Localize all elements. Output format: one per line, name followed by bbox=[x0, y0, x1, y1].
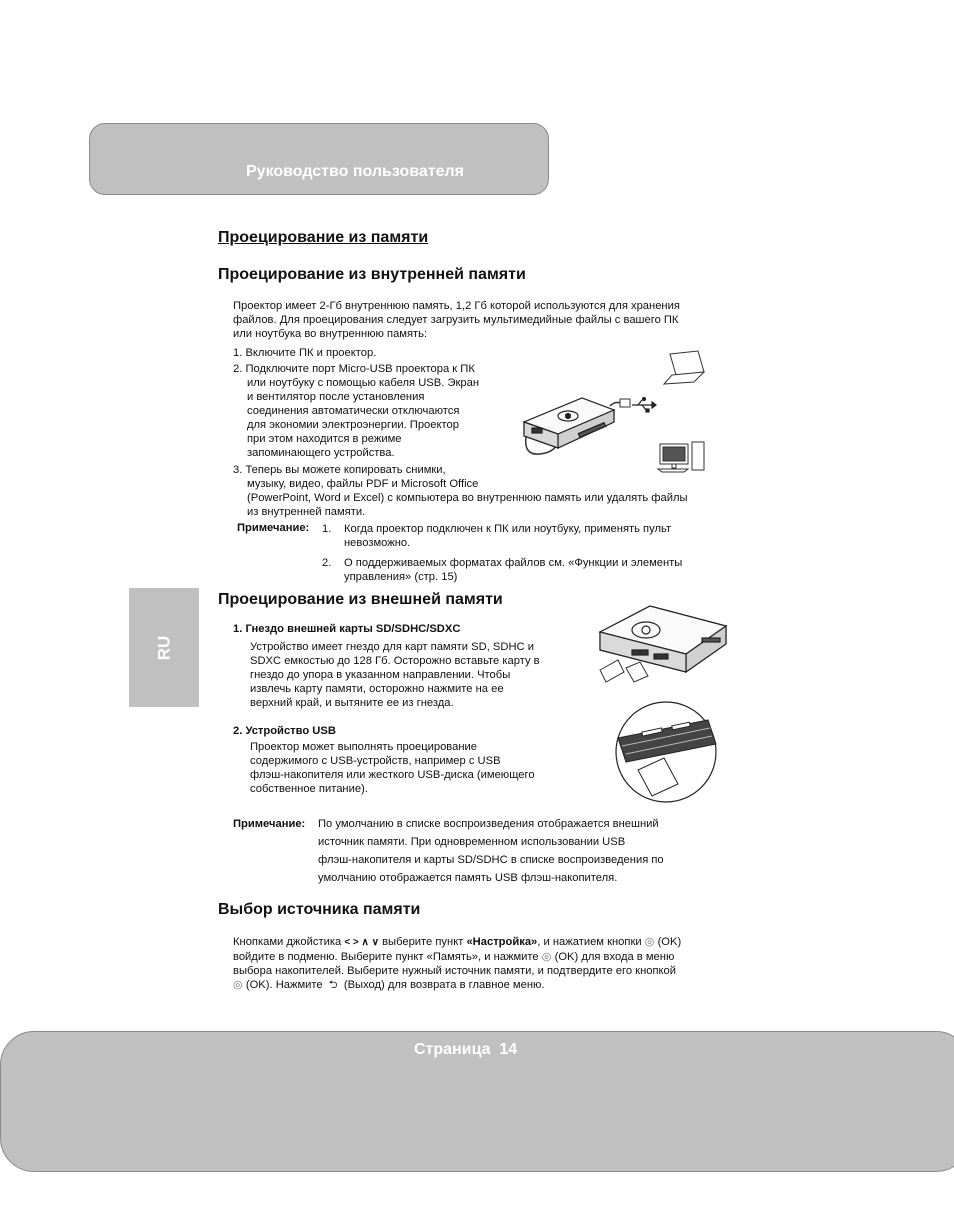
sd-slot-closeup-illustration bbox=[612, 700, 720, 804]
return-icon: ⮌ bbox=[328, 979, 338, 991]
section-title: Проецирование из памяти bbox=[218, 229, 429, 246]
internal-note1-number: 1. bbox=[322, 523, 332, 535]
joystick-arrows-icon: < > ∧ ∨ bbox=[344, 937, 379, 948]
internal-intro: Проектор имеет 2-Гб внутреннюю память, 1,2 Гб которой используются для хранения файлов. Для проецирования следует загрузить мультимедийные файлы с вашего ПК или ноутбука во внутреннюю память: bbox=[233, 300, 680, 340]
internal-step1: 1. Включите ПК и проектор. bbox=[233, 347, 377, 359]
external-heading: Проецирование из внешней памяти bbox=[218, 591, 503, 608]
laptop-icon bbox=[664, 351, 704, 384]
usb-connection-illustration bbox=[518, 348, 710, 474]
internal-note2: О поддерживаемых форматах файлов см. «Функции и элементы управления» (стр. 15) bbox=[344, 557, 683, 583]
header-title: Руководство пользователя bbox=[246, 163, 464, 180]
internal-note2-number: 2. bbox=[322, 557, 332, 569]
internal-step2: 2. Подключите порт Micro-USB проектора к ПК или ноутбуку с помощью кабеля USB. Экран и вентилятор после установления соединения автоматически отключаются для экономии электроэнергии. Проектор при этом находится в режиме запоминающего устройства. bbox=[233, 363, 479, 459]
ok-button-icon: ◎ bbox=[233, 979, 243, 991]
language-tab bbox=[129, 588, 199, 707]
external-note: По умолчанию в списке воспроизведения отображается внешний источник памяти. При одновременном использовании USB флэш-накопителя и карты SD/SDHC в списке воспроизведения по умолчанию отображается память USB флэш-накопителя. bbox=[318, 818, 664, 884]
external-item1-title: 1. Гнездо внешней карты SD/SDHC/SDXC bbox=[233, 623, 461, 635]
language-tab-label: RU bbox=[154, 635, 173, 660]
sd-card-illustration bbox=[590, 592, 736, 692]
sd-card-icon bbox=[626, 662, 648, 682]
ok-button-icon: ◎ bbox=[644, 936, 655, 948]
usb-stick-icon bbox=[600, 660, 624, 682]
select-source-body: Кнопками джойстика < > ∧ ∨ выберите пункт «Настройка», и нажатием кнопки ◎ (OK) войдите в подменю. Выберите пункт «Память», и нажмите ◎ (OK) для входа в меню выбора накопителей. Выберите нужный источник памяти, и подтвердите его кнопкой ◎ (OK). Нажмите ⮌ (Выход) для возврата в главное меню. bbox=[233, 936, 682, 991]
internal-step3: 3. Теперь вы можете копировать снимки, музыку, видео, файлы PDF и Microsoft Office (PowerPoint, Word и Excel) с компьютера во внутреннюю память или удалять файлы из внутренней памяти. bbox=[233, 464, 688, 518]
desktop-pc-icon bbox=[658, 442, 704, 472]
external-item2-body: Проектор может выполнять проецирование содержимого с USB-устройств, например с USB флэш-накопителя или жесткого USB-диска (имеющего собственное питание). bbox=[250, 741, 535, 795]
internal-heading: Проецирование из внутренней памяти bbox=[218, 266, 526, 283]
usb-symbol-icon bbox=[632, 398, 656, 413]
external-note-label: Примечание: bbox=[233, 818, 306, 830]
page-number: Страница 14 bbox=[414, 1041, 518, 1058]
external-item2-title: 2. Устройство USB bbox=[233, 725, 336, 737]
header-banner bbox=[89, 123, 549, 195]
ok-button-icon: ◎ bbox=[541, 951, 552, 963]
select-source-heading: Выбор источника памяти bbox=[218, 901, 421, 918]
internal-note1: Когда проектор подключен к ПК или ноутбуку, применять пульт невозможно. bbox=[344, 523, 672, 549]
external-item1-body: Устройство имеет гнездо для карт памяти SD, SDHC и SDXC емкостью до 128 Гб. Осторожно вставьте карту в гнездо до упора в указанном направлении. Чтобы извлечь карту памяти, осторожно нажмите на ее верхний край, и вытяните ее из гнезда. bbox=[250, 641, 540, 709]
internal-note-label: Примечание: bbox=[237, 522, 310, 534]
projector-icon bbox=[524, 398, 614, 448]
